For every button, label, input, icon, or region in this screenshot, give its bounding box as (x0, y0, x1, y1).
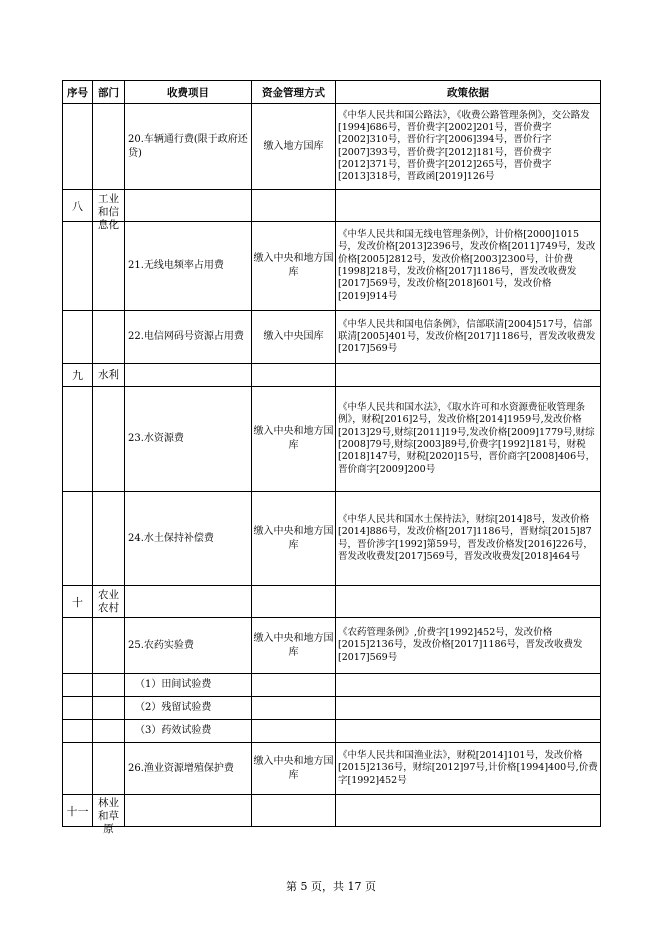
row-num: 八 (63, 190, 93, 222)
row-method (252, 674, 336, 697)
table-row (63, 222, 601, 311)
row-num: 十一 (63, 795, 93, 827)
row-item (125, 586, 252, 618)
row-item: 25.农药实验费 (125, 618, 252, 674)
table-row (63, 364, 601, 387)
row-method: 缴入中央和地方国库 (252, 387, 336, 492)
row-item: 22.电信网码号资源占用费 (125, 311, 252, 364)
row-method (252, 190, 336, 222)
row-item (125, 190, 252, 222)
table-row (63, 720, 601, 743)
row-dept (93, 618, 125, 674)
row-method (252, 697, 336, 720)
row-num (63, 387, 93, 492)
row-item: 21.无线电频率占用费 (125, 222, 252, 311)
row-dept (93, 720, 125, 743)
dept-label: 林业和草原 (98, 796, 119, 835)
row-method: 缴入中央和地方国库 (252, 618, 336, 674)
header-num: 序号 (63, 81, 93, 104)
row-basis (336, 364, 601, 387)
row-num (63, 743, 93, 795)
table-row (63, 586, 601, 618)
row-dept (93, 387, 125, 492)
row-basis (336, 586, 601, 618)
row-method: 缴入中央和地方国库 (252, 222, 336, 311)
row-method: 缴入中央和地方国库 (252, 492, 336, 586)
row-basis: 《中华人民共和国水土保持法》，财综[2014]8号，发改价格[2014]886号，发改价格[2017]1186号，晋财综[2015]87号，晋价涉字[1992]第59号，晋发改价格发[2016]226号，晋发改收费发[2017]569号，晋发改收费发[2018]464号 (336, 492, 601, 586)
row-dept (93, 190, 125, 231)
row-dept (93, 311, 125, 364)
row-dept (93, 492, 125, 586)
page-footer: 第 5 页，共 17 页 (286, 880, 376, 893)
row-item: 26.渔业资源增殖保护费 (125, 743, 252, 795)
row-dept: 水利 (93, 364, 125, 387)
row-method (252, 586, 336, 618)
row-num (63, 720, 93, 743)
row-method (252, 795, 336, 827)
row-dept (93, 697, 125, 720)
row-item: （1）田间试验费 (125, 674, 252, 697)
row-method: 缴入中央和地方国库 (252, 743, 336, 795)
row-num (63, 674, 93, 697)
fee-table (62, 80, 601, 835)
row-item: 24.水土保持补偿费 (125, 492, 252, 586)
row-item: （2）残留试验费 (125, 697, 252, 720)
row-num: 十 (63, 586, 93, 618)
table-row (63, 387, 601, 492)
table-row (63, 618, 601, 674)
row-basis: 《农药管理条例》,价费字[1992]452号，发改价格[2015]2136号，发改价格[2017]1186号，晋发改收费发[2017]569号 (336, 618, 601, 674)
row-num: 九 (63, 364, 93, 387)
row-num (63, 222, 93, 311)
row-basis: 《中华人民共和国无线电管理条例》，计价格[2000]1015号，发改价格[2013]2396号，发改价格[2011]749号，发改价格[2005]2812号，发改价格[2003]2300号，计价费[1998]218号，发改价格[2017]1186号，晋发改收费发[2017]569号，发改价格[2018]601号，发改价格[2019]914号 (336, 222, 601, 311)
row-item: （3）药效试验费 (125, 720, 252, 743)
row-basis: 《中华人民共和国电信条例》，信部联清[2004]517号，信部联清[2005]401号，发改价格[2017]1186号，晋发改收费发[2017]569号 (336, 311, 601, 364)
row-num (63, 104, 93, 190)
row-basis: 《中华人民共和国公路法》，《收费公路管理条例》，交公路发[1994]686号，晋价费字[2002]201号，晋价费字[2002]310号，晋价行字[2006]394号，晋价行字[2007]393号，晋价费字[2012]181号，晋价费字[2012]371号，晋价费字[2012]265号，晋价费字[2013]318号，晋政函[2019]126号 (336, 104, 601, 190)
row-basis: 《中华人民共和国水法》，《取水许可和水资源费征收管理条例》，财税[2016]2号，发改价格[2014]1959号,发改价格[2013]29号,财综[2011]19号,发改价格[2009]1779号,财综[2008]79号,财综[2003]89号,价费字[1992]181号，财税[2018]147号，财税[2020]15号，晋价商字[2008]406号，晋价商字[2009]200号 (336, 387, 601, 492)
table-header-row (63, 81, 601, 104)
dept-label: 农业农村 (98, 588, 119, 614)
header-item: 收费项目 (125, 81, 252, 104)
row-method (252, 364, 336, 387)
header-method: 资金管理方式 (252, 81, 336, 104)
row-basis: 《中华人民共和国渔业法》，财税[2014]101号，发改价格[2015]2136号，财综[2012]97号,计价格[1994]400号,价费字[1992]452号 (336, 743, 601, 795)
row-num (63, 311, 93, 364)
table-row (63, 311, 601, 364)
dept-label: 工业和信息化 (98, 192, 119, 231)
row-item (125, 795, 252, 827)
row-dept (93, 674, 125, 697)
row-basis (336, 720, 601, 743)
row-dept (93, 586, 125, 618)
row-basis (336, 190, 601, 222)
row-item (125, 364, 252, 387)
table-row (63, 674, 601, 697)
table-row (63, 795, 601, 827)
row-method (252, 720, 336, 743)
table-row (63, 104, 601, 190)
row-item: 23.水资源费 (125, 387, 252, 492)
row-method: 缴入地方国库 (252, 104, 336, 190)
row-basis (336, 795, 601, 827)
table-row (63, 492, 601, 586)
row-num (63, 697, 93, 720)
row-item: 20.车辆通行费(限于政府还贷) (125, 104, 252, 190)
row-num (63, 492, 93, 586)
row-method: 缴入中央国库 (252, 311, 336, 364)
table-row (63, 697, 601, 720)
header-basis: 政策依据 (336, 81, 601, 104)
row-dept (93, 795, 125, 835)
row-dept (93, 743, 125, 795)
header-dept: 部门 (93, 81, 125, 104)
row-num (63, 618, 93, 674)
row-dept (93, 222, 125, 311)
table-row (63, 190, 601, 222)
row-basis (336, 674, 601, 697)
row-basis (336, 697, 601, 720)
row-dept (93, 104, 125, 190)
table-row (63, 743, 601, 795)
